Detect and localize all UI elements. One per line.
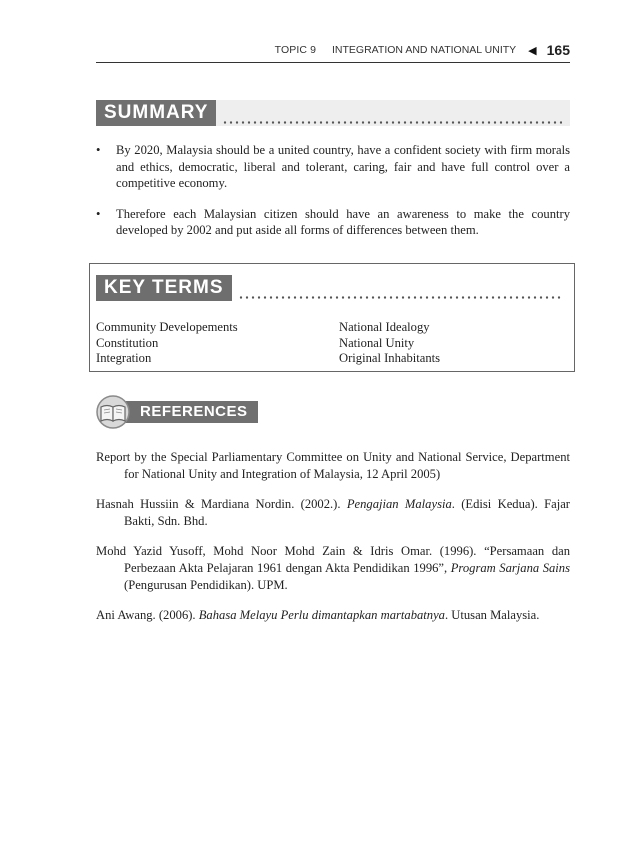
dotted-rule [216, 100, 570, 126]
summary-banner [96, 100, 570, 126]
summary-text: Therefore each Malaysian citizen should have an awareness to make the country developed by 2002 and put aside all forms of differences between them. [116, 206, 570, 237]
reference-title: Pengajian Malaysia [346, 496, 452, 511]
header-topic: TOPIC 9 [274, 44, 317, 56]
key-term: National Unity [339, 335, 415, 350]
key-terms-heading: KEY TERMS [96, 275, 232, 301]
key-term: Constitution [96, 335, 159, 350]
references-banner [94, 395, 258, 429]
key-terms-banner [96, 275, 570, 301]
references-heading: REFERENCES [118, 401, 258, 423]
summary-item [96, 142, 570, 192]
reference-text: (Pengurusan Pendidikan). UPM. [124, 577, 288, 592]
summary-list [96, 142, 570, 253]
key-terms-left-column [96, 320, 238, 367]
reference-text: Report by the Special Parliamentary Committee on Unity and National Service, Department for National Unity and Integration of Malaysia, 12 April 2005) [96, 449, 570, 481]
bullet-icon: • [96, 206, 101, 221]
bullet-icon: • [96, 143, 101, 157]
reference-text: Hasnah Hussiin & Mardiana Nordin. (2002.). [96, 496, 347, 511]
open-book-icon [94, 395, 132, 429]
references-list [96, 436, 570, 637]
dotted-rule [232, 275, 570, 301]
key-term: Original Inhabitants [339, 351, 441, 365]
summary-item [96, 206, 570, 239]
key-term: Integration [96, 351, 152, 365]
summary-heading: SUMMARY [96, 100, 216, 126]
page-number: 165 [546, 42, 570, 58]
reference-title: Program Sarjana Sains [450, 560, 571, 575]
triangle-left-icon: ◀ [528, 44, 537, 57]
summary-text: By 2020, Malaysia should be a united country, have a confident society with firm morals and ethics, democratic, liberal and tolerant, caring, fair and have full control over a competitive economy. [116, 143, 570, 190]
reference-item [96, 449, 570, 483]
header-right [275, 42, 570, 58]
reference-item [96, 496, 570, 530]
page-header [96, 40, 570, 63]
reference-text: Mohd Yazid Yusoff, Mohd Noor Mohd Zain & Idris Omar. (1996). “Persamaan dan Perbezaan Akta Pelajaran 1961 dengan Akta Pendidikan 1996”, [96, 543, 570, 575]
reference-text: . (Edisi Kedua). Fajar Bakti, Sdn. Bhd. [124, 496, 570, 528]
reference-text: . Utusan Malaysia. [444, 607, 540, 622]
reference-title: Bahasa Melayu Perlu dimantapkan martabatnya [198, 607, 445, 622]
reference-item [96, 607, 570, 624]
header-title: INTEGRATION AND NATIONAL UNITY [332, 44, 517, 56]
key-term: National Idealogy [339, 320, 430, 334]
key-terms-right-column [339, 320, 440, 367]
reference-text: Ani Awang. (2006). [96, 607, 199, 622]
key-term: Community Developements [96, 320, 238, 334]
reference-item [96, 543, 570, 594]
